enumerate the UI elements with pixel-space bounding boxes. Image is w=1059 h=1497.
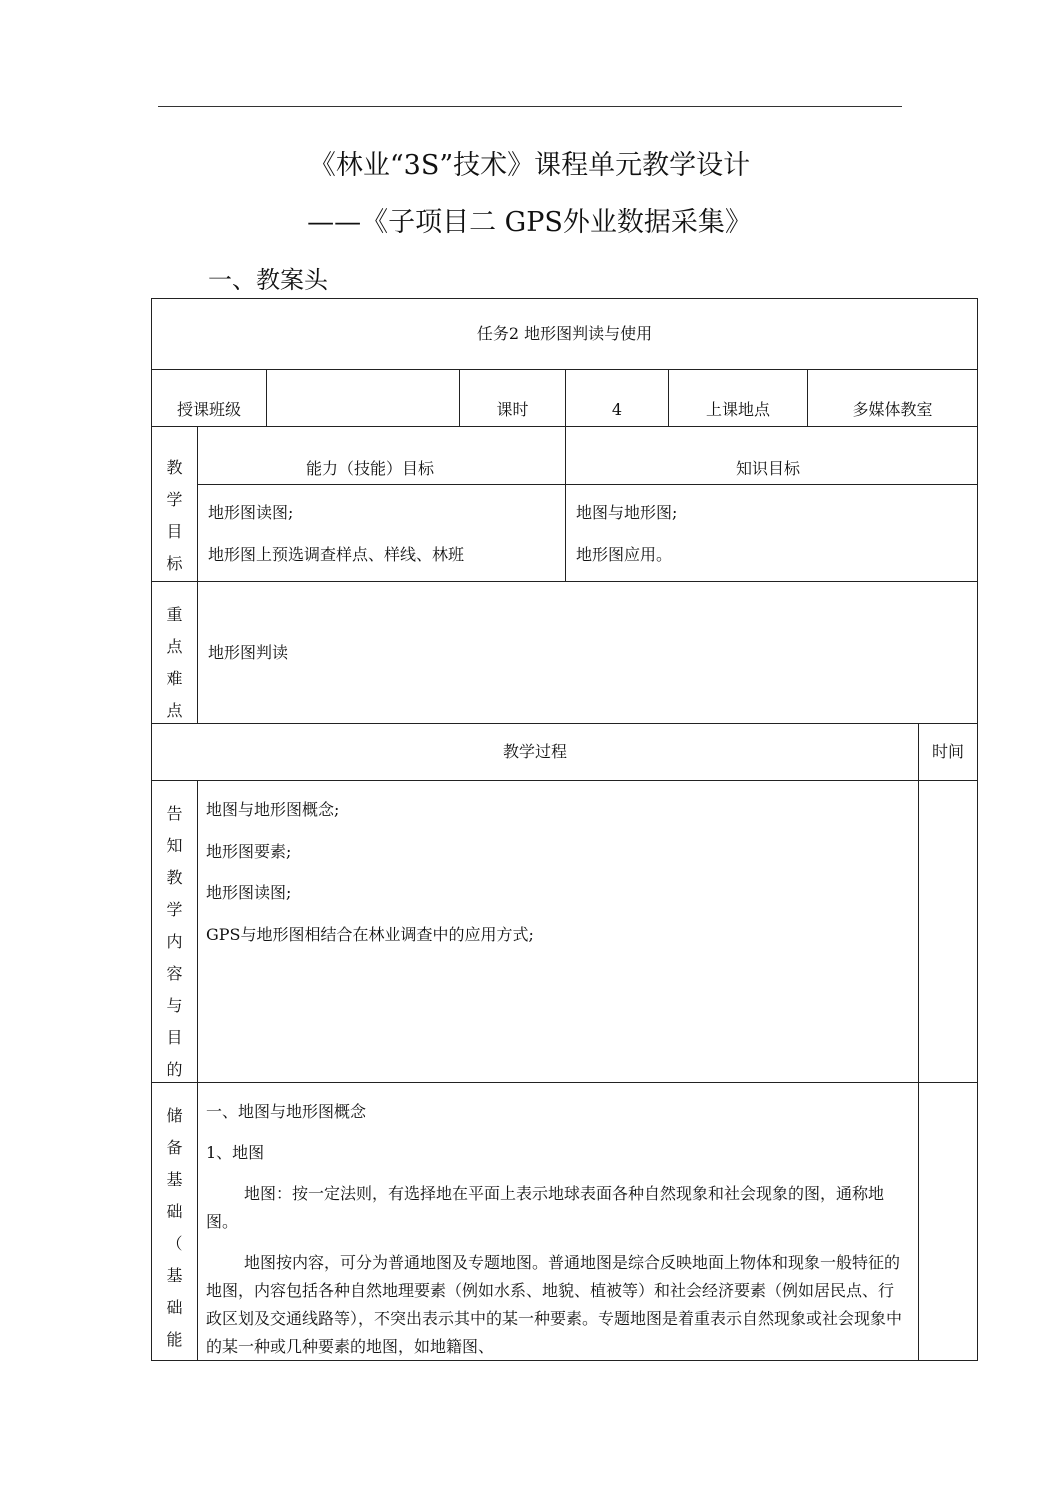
- inform-time-cell: [918, 780, 978, 1083]
- base-paragraph: 地图按内容，可分为普通地图及专题地图。普通地图是综合反映地面上物体和现象一般特征的地图，内容包括各种自然地理要素（例如水系、地貌、植被等）和社会经济要素（例如居民点、行政区划及交通线路等），不突出表示其中的某一种要素。专题地图是着重表示自然现象或社会现象中的某一种或几种要素的地图，如地籍图、: [206, 1253, 903, 1356]
- time-head-cell: [918, 723, 978, 781]
- knowledge-item: 地形图应用。: [576, 545, 673, 564]
- key-points-text: 地形图判读: [208, 643, 289, 662]
- base-paragraph: 地图：按一定法则，有选择地在平面上表示地球表面各种自然现象和社会现象的图，通称地图。: [206, 1184, 885, 1231]
- knowledge-item: 地图与地形图;: [576, 503, 678, 522]
- process-head-cell: [151, 723, 919, 781]
- ability-head-cell: [197, 426, 566, 485]
- inform-item: GPS与地形图相结合在林业调查中的应用方式;: [206, 925, 534, 944]
- time-head: 时间: [931, 742, 964, 761]
- class-label-cell: [151, 369, 267, 427]
- hours-label-cell: [459, 369, 566, 427]
- section-heading: 一、教案头: [208, 266, 328, 294]
- goals-side-label: 教 学 目 标: [151, 426, 198, 582]
- place-label-cell: [668, 369, 808, 427]
- place-value-cell: [807, 369, 978, 427]
- header-rule: [158, 106, 902, 107]
- key-points-side-label: 重 点 难 点: [151, 581, 198, 724]
- hours-value-cell: [565, 369, 669, 427]
- inform-content-cell: [197, 780, 919, 1083]
- place-label: 上课地点: [705, 400, 770, 419]
- class-label: 授课班级: [176, 400, 241, 419]
- ability-head: 能力（技能）目标: [306, 459, 435, 478]
- inform-item: 地图与地形图概念;: [206, 800, 340, 819]
- knowledge-head: 知识目标: [736, 459, 801, 478]
- class-value-cell: [266, 369, 460, 427]
- hours-label: 课时: [496, 400, 529, 419]
- knowledge-head-cell: [565, 426, 978, 485]
- process-head: 教学过程: [502, 742, 567, 761]
- inform-item: 地形图读图;: [206, 883, 292, 902]
- hours-value: 4: [611, 400, 623, 419]
- knowledge-goals-cell: [565, 484, 978, 582]
- task-title: 任务2 地形图判读与使用: [476, 324, 653, 343]
- base-subheading: 1、地图: [206, 1143, 265, 1162]
- ability-goals-cell: [197, 484, 566, 582]
- document-subtitle: ——《子项目二 GPS外业数据采集》: [307, 207, 752, 238]
- key-points-cell: [197, 581, 978, 724]
- base-heading: 一、地图与地形图概念: [206, 1102, 367, 1121]
- task-title-cell: [151, 298, 978, 370]
- ability-item: 地形图上预选调查样点、样线、林班: [208, 545, 465, 564]
- base-side-label: 储 备 基 础 （ 基 础 能: [151, 1082, 198, 1361]
- place-value: 多媒体教室: [852, 400, 933, 419]
- base-content-cell: [197, 1082, 919, 1361]
- document-title: 《林业“3S”技术》课程单元教学设计: [308, 150, 751, 181]
- ability-item: 地形图读图;: [208, 503, 294, 522]
- base-time-cell: [918, 1082, 978, 1361]
- inform-item: 地形图要素;: [206, 842, 292, 861]
- inform-side-label: 告 知 教 学 内 容 与 目 的: [151, 780, 198, 1083]
